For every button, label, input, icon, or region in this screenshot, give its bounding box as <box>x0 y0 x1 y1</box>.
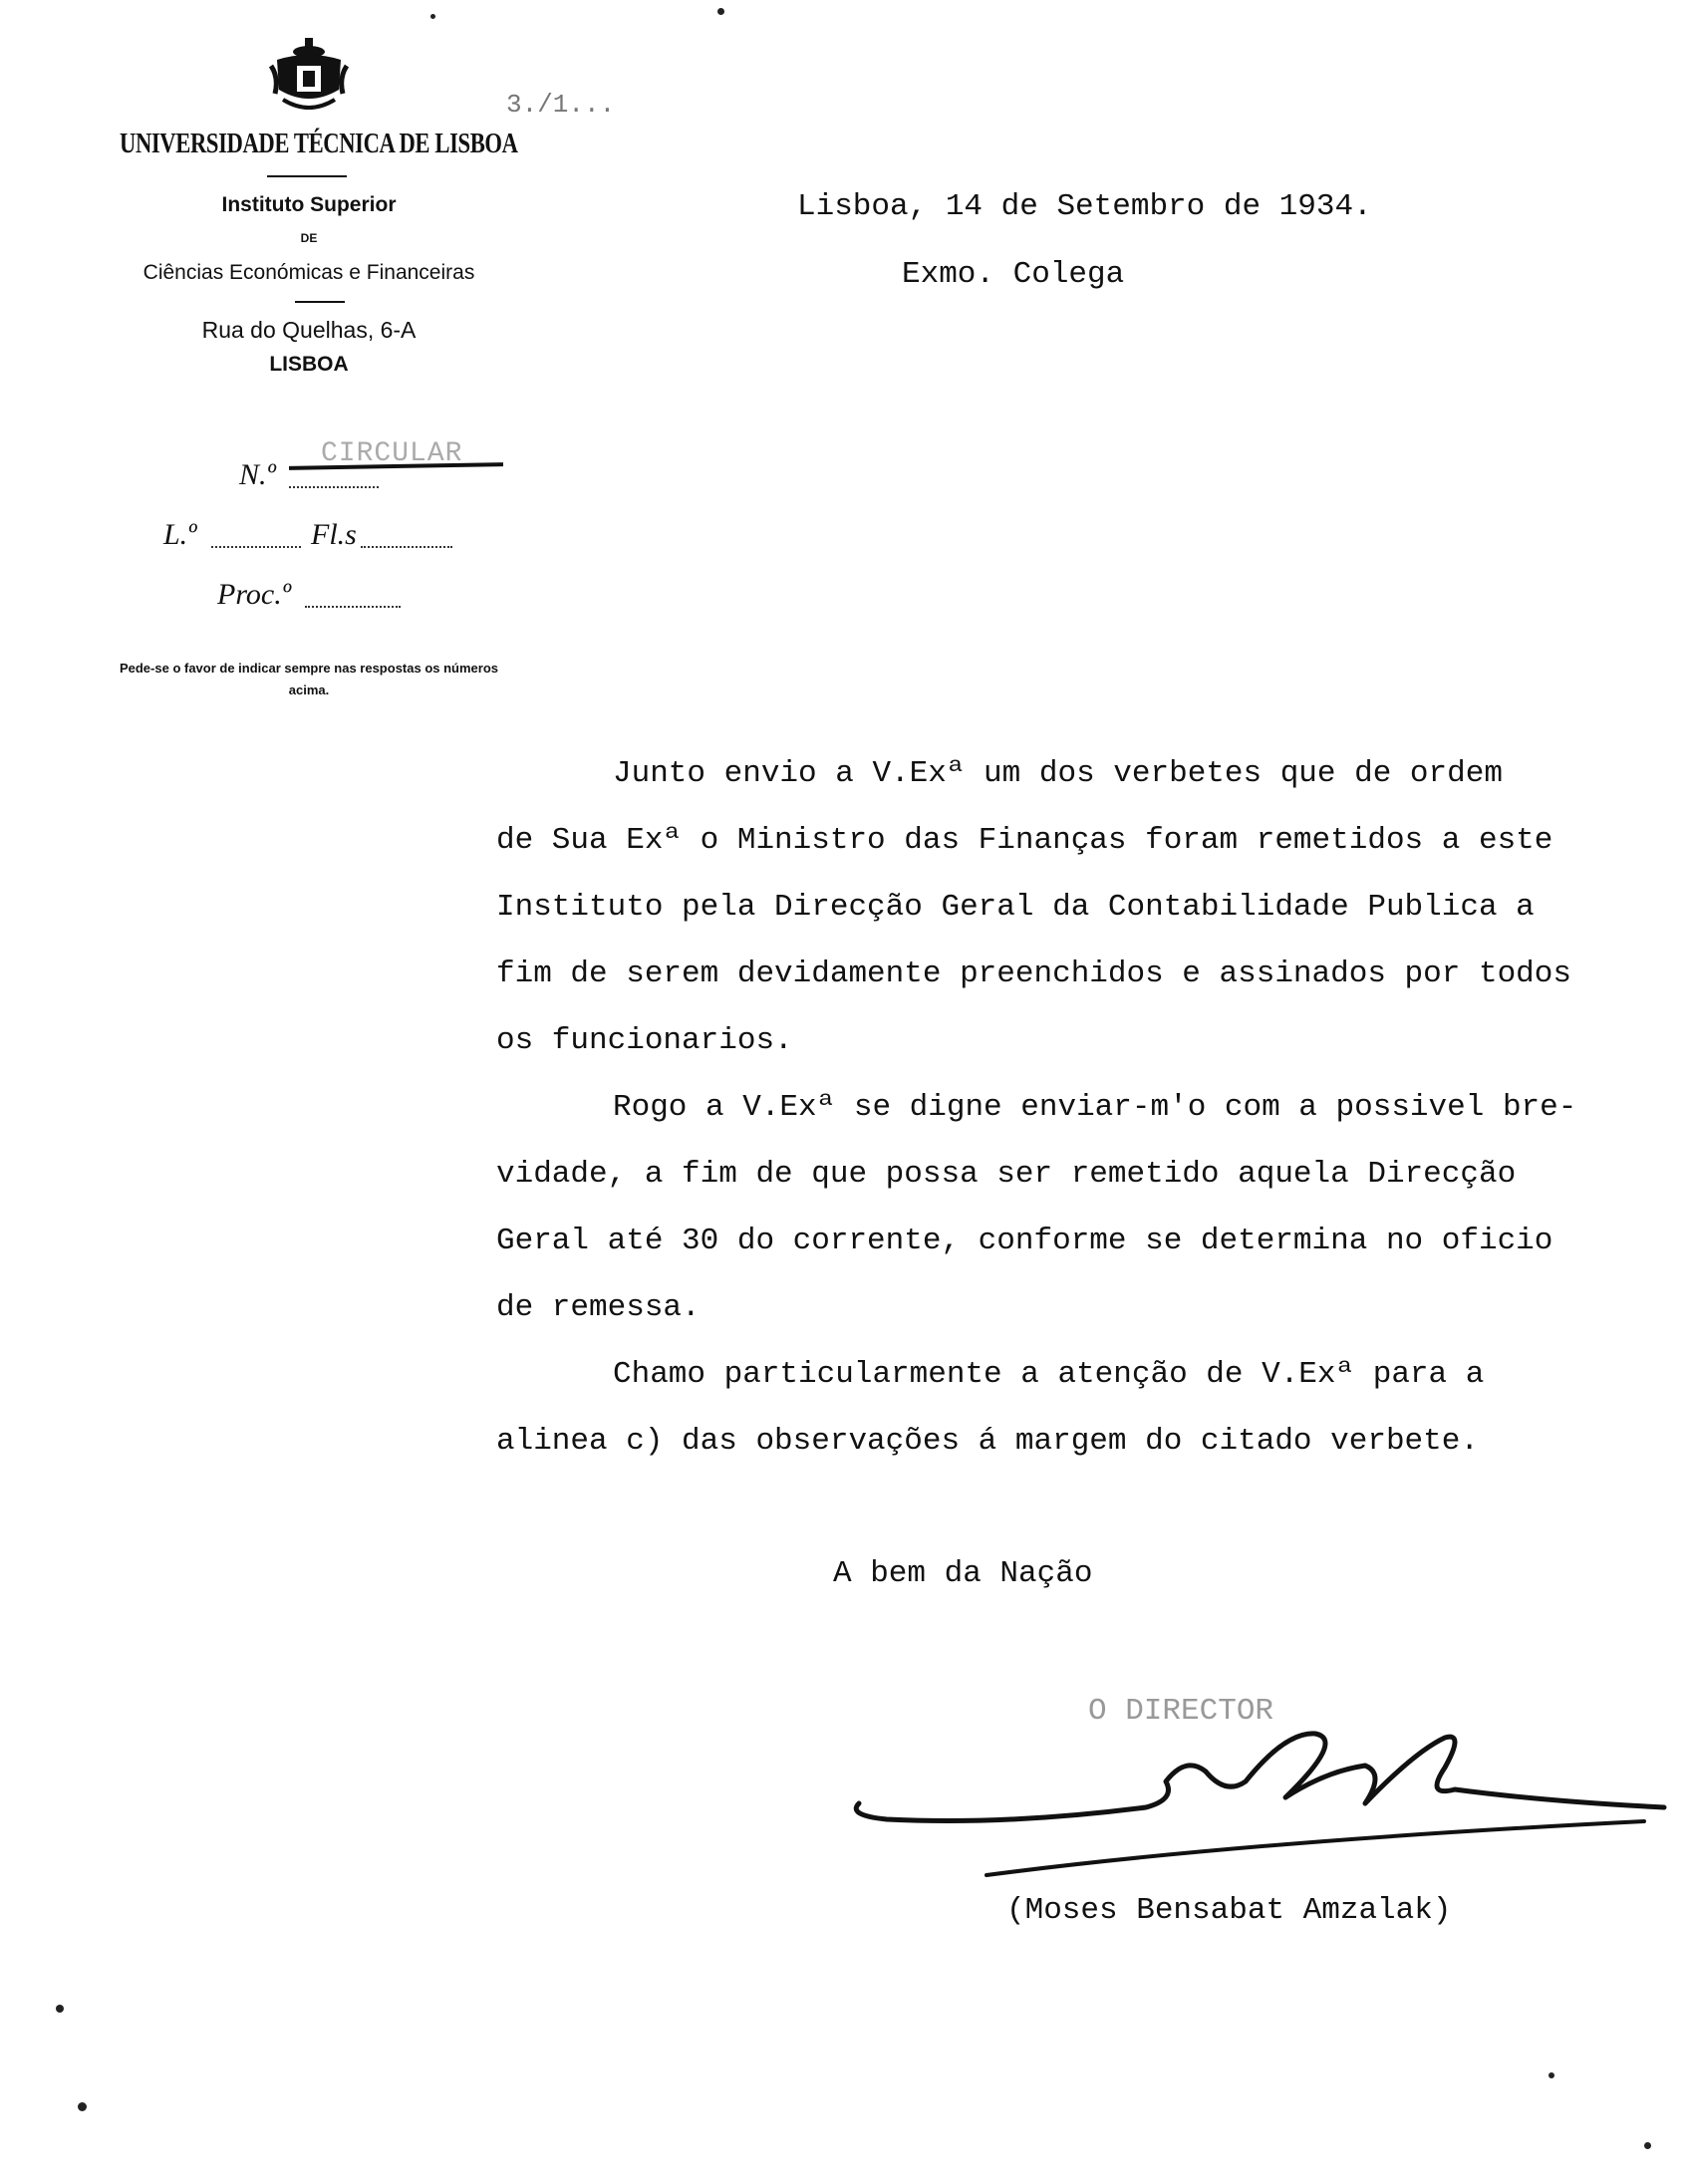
number-value: CIRCULAR <box>321 438 463 469</box>
body-line: vidade, a fim de que possa ser remetido aquela Direcção <box>496 1157 1517 1192</box>
body-line: fim de serem devidamente preenchidos e assinados por todos <box>496 956 1571 991</box>
signatory-role: O DIRECTOR <box>1088 1694 1274 1729</box>
signatory-name: (Moses Bensabat Amzalak) <box>1006 1893 1452 1928</box>
scan-speck <box>430 14 435 19</box>
book-field-line <box>211 528 301 548</box>
book-label: L.º <box>163 518 197 551</box>
scan-speck <box>717 8 724 15</box>
body-line: Instituto pela Direcção Geral da Contabilidade Publica a <box>496 890 1535 925</box>
coat-of-arms-icon <box>269 38 349 116</box>
closing-formula: A bem da Nação <box>833 1556 1093 1591</box>
body-line: de remessa. <box>496 1290 701 1325</box>
sheet-label: Fl.s <box>311 518 357 551</box>
institute-connector: DE <box>300 231 318 245</box>
letter-body <box>496 749 1652 1484</box>
body-line: os funcionarios. <box>496 1023 793 1058</box>
body-line: Rogo a V.Exª se digne enviar-m'o com a possivel bre- <box>613 1090 1577 1125</box>
city: LISBOA <box>269 353 349 376</box>
body-line: Geral até 30 do corrente, conforme se determina no oficio <box>496 1224 1553 1258</box>
institute-name-line2: Ciências Económicas e Financeiras <box>142 261 475 284</box>
body-line: alinea c) das observações á margem do citado verbete. <box>496 1424 1479 1459</box>
process-label: Proc.º <box>217 578 292 611</box>
institute-name-line1: Instituto Superior <box>221 193 397 216</box>
scan-speck <box>1549 2072 1554 2078</box>
body-line: Chamo particularmente a atenção de V.Exª para a <box>613 1357 1485 1392</box>
number-field-line <box>289 468 379 488</box>
signature <box>847 1712 1674 1881</box>
divider <box>267 175 347 177</box>
address: Rua do Quelhas, 6-A <box>201 317 417 343</box>
reference-note: Pede-se o favor de indicar sempre nas respostas os números acima. <box>119 661 499 697</box>
scan-speck <box>78 2102 87 2111</box>
letter-date: Lisboa, 14 de Setembro de 1934. <box>797 189 1372 224</box>
number-label: N.º <box>239 458 276 491</box>
scan-speck <box>1644 2142 1651 2149</box>
body-line: Junto envio a V.Exª um dos verbetes que de ordem <box>613 756 1503 791</box>
university-name: UNIVERSIDADE TÉCNICA DE LISBOA <box>120 128 518 159</box>
divider <box>295 301 345 303</box>
file-reference: 3./1... <box>506 90 616 120</box>
salutation: Exmo. Colega <box>902 257 1125 292</box>
sheet-field-line <box>361 528 452 548</box>
process-field-line <box>305 588 401 608</box>
scan-speck <box>56 2005 64 2013</box>
body-line: de Sua Exª o Ministro das Finanças foram remetidos a este <box>496 823 1553 858</box>
